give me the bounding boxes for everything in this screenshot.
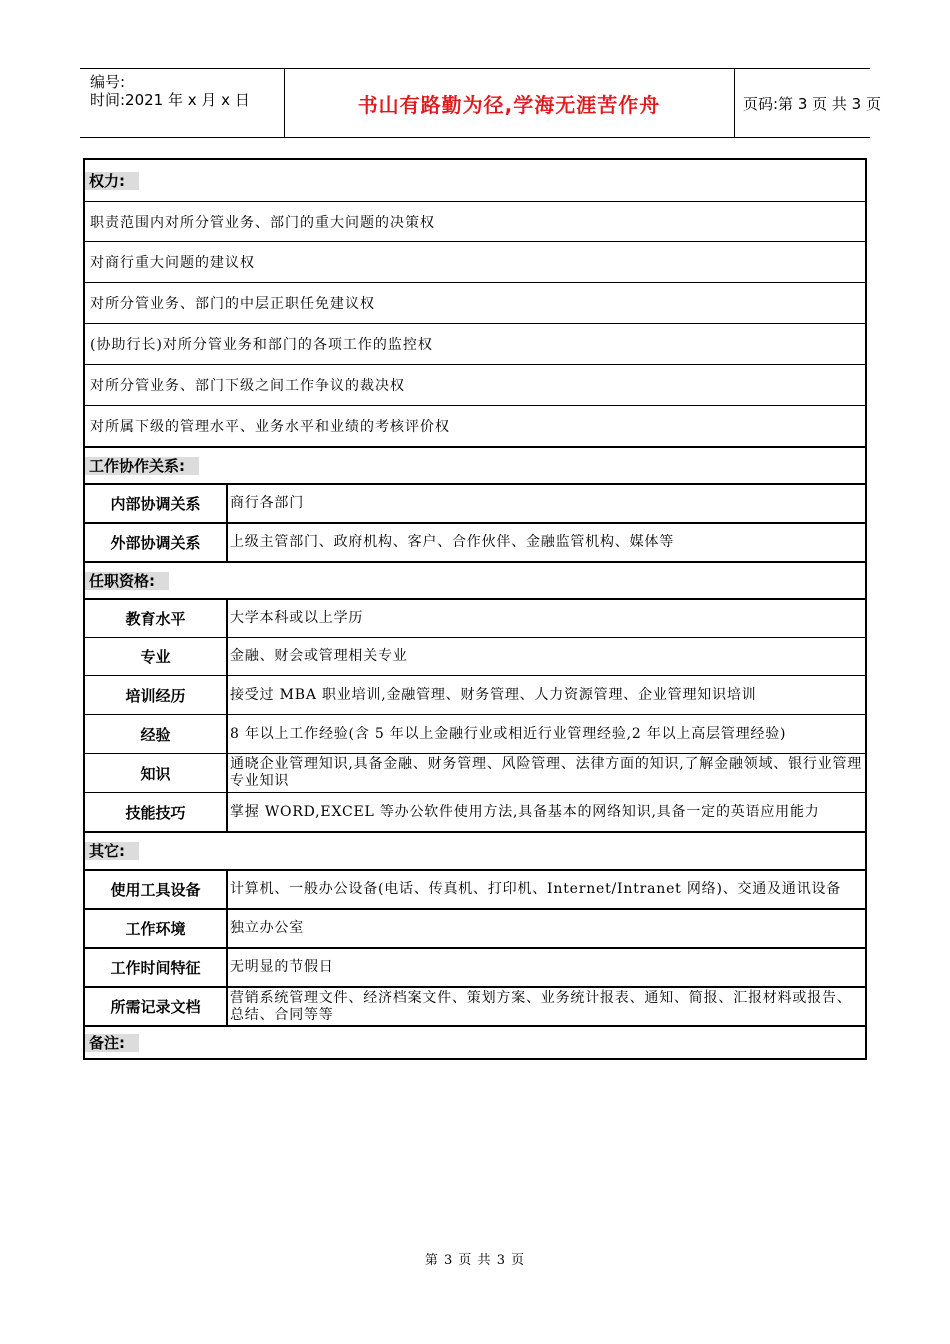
page-header	[80, 68, 881, 138]
section-title: 工作协作关系:	[85, 457, 199, 475]
header-page-info: 页码:第 3 页 共 3 页	[743, 94, 881, 113]
other-row	[85, 947, 865, 986]
other-key: 工作时间特征	[85, 949, 228, 986]
qualification-key: 技能技巧	[85, 793, 228, 831]
other-row	[85, 986, 865, 1025]
other-key: 所需记录文档	[85, 988, 228, 1025]
qualification-row	[85, 753, 865, 792]
relation-key: 内部协调关系	[85, 485, 228, 522]
section-others	[85, 831, 865, 869]
other-value: 无明显的节假日	[230, 959, 334, 975]
header-motto: 书山有路勤为径,学海无涯苦作舟	[357, 92, 661, 117]
other-value: 营销系统管理文件、经济档案文件、策划方案、业务统计报表、通知、简报、汇报材料或报告、总结、合同等等	[230, 989, 852, 1023]
header-motto-cell	[284, 69, 735, 137]
document-date-label: 时间:2021 年 x 月 x 日	[90, 91, 250, 109]
qualification-row	[85, 714, 865, 753]
other-key: 使用工具设备	[85, 871, 228, 908]
section-powers	[85, 160, 865, 201]
section-title: 备注:	[85, 1034, 139, 1052]
section-title: 任职资格:	[85, 572, 169, 590]
qualification-row	[85, 637, 865, 675]
power-item: 对所分管业务、部门的中层正职任免建议权	[85, 282, 865, 323]
other-key: 工作环境	[85, 910, 228, 947]
relation-row	[85, 483, 865, 522]
power-item: (协助行长)对所分管业务和部门的各项工作的监控权	[85, 323, 865, 364]
other-row	[85, 908, 865, 947]
power-item: 职责范围内对所分管业务、部门的重大问题的决策权	[85, 201, 865, 241]
power-item: 对商行重大问题的建议权	[85, 241, 865, 282]
relation-key: 外部协调关系	[85, 524, 228, 561]
qualification-value: 通晓企业管理知识,具备金融、财务管理、风险管理、法律方面的知识,了解金融领域、银行业管理专业知识	[230, 756, 863, 789]
qualification-row	[85, 598, 865, 637]
relation-row	[85, 522, 865, 561]
qualification-key: 专业	[85, 638, 228, 675]
section-remarks	[85, 1025, 865, 1058]
qualification-key: 知识	[85, 754, 228, 792]
header-page-cell	[735, 69, 881, 137]
other-value: 独立办公室	[230, 920, 304, 936]
section-relations	[85, 446, 865, 483]
other-row	[85, 869, 865, 908]
qualification-key: 教育水平	[85, 600, 228, 637]
qualification-value: 金融、财会或管理相关专业	[230, 648, 408, 664]
page-footer: 第 3 页 共 3 页	[424, 1253, 526, 1268]
section-qualifications	[85, 561, 865, 598]
relation-value: 商行各部门	[230, 495, 304, 511]
relation-value: 上级主管部门、政府机构、客户、合作伙伴、金融监管机构、媒体等	[230, 534, 674, 550]
qualification-key: 培训经历	[85, 676, 228, 714]
job-description-table	[83, 158, 867, 1060]
qualification-value: 掌握 WORD,EXCEL 等办公软件使用方法,具备基本的网络知识,具备一定的英语应用能力	[230, 803, 820, 820]
qualification-key: 经验	[85, 715, 228, 753]
section-title: 其它:	[85, 842, 139, 860]
qualification-row	[85, 675, 865, 714]
qualification-value: 大学本科或以上学历	[230, 610, 364, 626]
other-value: 计算机、一般办公设备(电话、传真机、打印机、Internet/Intranet 网络)、交通及通讯设备	[230, 881, 842, 897]
power-item: 对所分管业务、部门下级之间工作争议的裁决权	[85, 364, 865, 405]
document-number-label: 编号:	[90, 73, 126, 91]
header-meta	[80, 69, 285, 137]
qualification-value: 8 年以上工作经验(含 5 年以上金融行业或相近行业管理经验,2 年以上高层管理经验)	[230, 725, 787, 742]
qualification-row	[85, 792, 865, 831]
section-title: 权力:	[85, 172, 139, 190]
qualification-value: 接受过 MBA 职业培训,金融管理、财务管理、人力资源管理、企业管理知识培训	[230, 686, 757, 703]
power-item: 对所属下级的管理水平、业务水平和业绩的考核评价权	[85, 405, 865, 446]
